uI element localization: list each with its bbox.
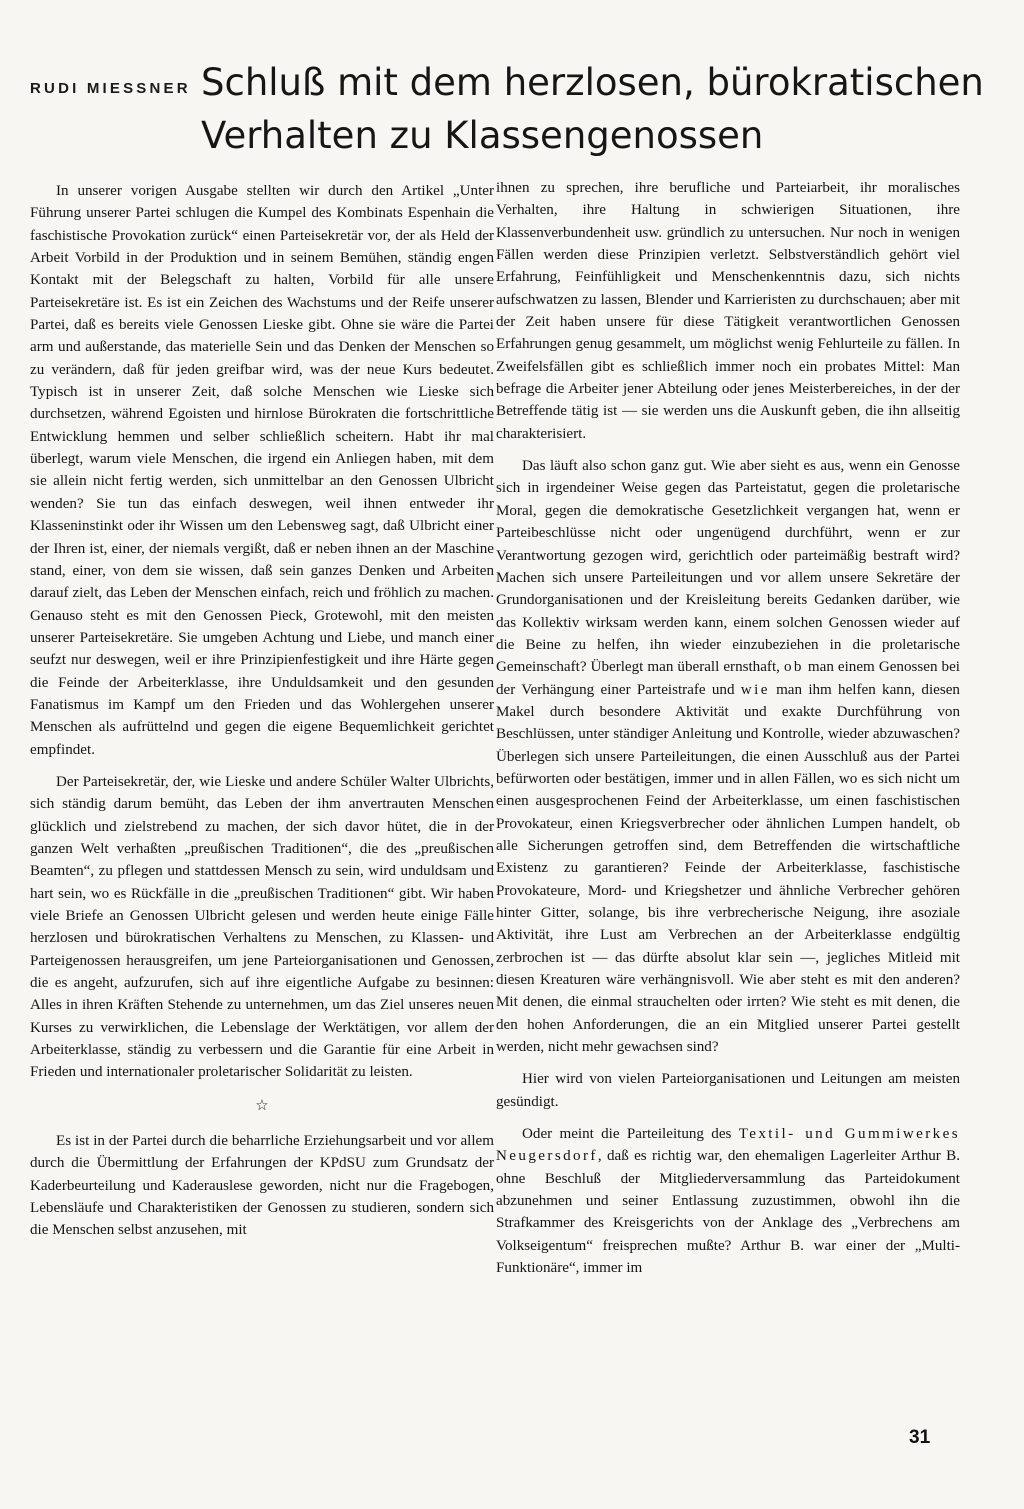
title-line-1: Schluß mit dem herzlosen, bürokratischen [201, 61, 984, 104]
paragraph: In unserer vorigen Ausgabe stellten wir durch den Artikel „Unter Führung unserer Partei schlugen die Kumpel des Kombinats Espenhain die faschistische Provokation zurück“ einen Parteisekretär vor, der als Held der Arbeit Vorbild in der Produktion und in seinem Bemühen, ständig engen Kontakt mit der Belegschaft zu halten, Vorbild für alle unsere Parteisekretäre ist. Es ist ein Zeichen des Wachstums und der Reife unserer Partei, daß es bereits viele Genossen Lieske gibt. Ohne sie wäre die Partei arm und außerstande, das materielle Sein und das Denken der Menschen so zu verändern, daß für jeden greifbar wird, was der neue Kurs bedeutet. Typisch ist in unserer Zeit, daß solche Menschen wie Lieske sich durchsetzen, während Egoisten und hirnlose Bürokraten die fortschrittliche Entwicklung hemmen und selber schließlich scheitern. Habt ihr mal überlegt, warum viele Menschen, die irgend ein Anliegen haben, mit dem sie allein nicht fertig werden, sich unmittelbar an den Genossen Ulbricht wenden? Sie tun das einfach deswegen, weil ihnen entweder ihr Klasseninstinkt oder ihr Wissen um den Lebensweg sagt, daß Ulbricht einer der Ihren ist, einer, der niemals vergißt, daß er neben ihnen an der Maschine stand, einer, von dem sie wissen, daß sein ganzes Denken und Arbeiten darauf zielt, das Leben der Menschen einfach, reich und fröhlich zu machen. Genauso steht es mit den Genossen Pieck, Grotewohl, mit den meisten unserer Parteisekretäre. Sie umgeben Achtung und Liebe, und manch einer seufzt nur deswegen, weil er ihre Prinzipienfestigkeit und ihre Härte gegen die Feinde der Arbeiterklasse, ihre Unduldsamkeit und den gesunden Fanatismus im Kampf um den Frieden und das Wohlergehen unserer Menschen als aufrüttelnd und gegen die eigene Bequemlichkeit gerichtet empfindet. [30, 183, 494, 758]
text-run: man ihm helfen kann, diesen Makel durch besondere Aktivität und exakte Durchführung von Beschlüssen, unter ständiger Anleitung und Kontrolle, wieder abzuwaschen? Überlegen sich unsere Parteileitungen, die einen Ausschluß aus der Partei befürworten oder bestätigen, immer und in allen Fällen, wo es sich nicht um einen ausgesprochenen Feind der Arbeiterklasse, um einen faschistischen Provokateur, einen Kriegsverbrecher oder ähnlichen Lumpen handelt, ob alle Sicherungen getroffen sind, dem Betreffenden die wirtschaftliche Existenz zu garantieren? Feinde der Arbeiterklasse, faschistische Provokateure, Mord- und Kriegshetzer und ähnliche Verbrecher gehören hinter Gitter, solange, bis ihre verbrecherische Neigung, ihre asoziale Aktivität, ihre Lust am Verbrechen an der Arbeiterklasse endgültig zerbrochen ist — das dürfte absolut klar sein —, jegliches Mitleid mit diesen Kreaturen wäre verhängnisvoll. Wie aber steht es mit den anderen? Mit denen, die einmal strauchelten oder irrten? Wie steht es mit denen, die den hohen Anforderungen, die an ein Mitglied unserer Partei gestellt werden, nicht mehr gewachsen sind? [496, 681, 960, 1056]
paragraph [496, 455, 960, 1058]
company-name-spaced: Textil- und Gummiwerkes Neugersdorf [496, 1126, 960, 1165]
paragraph [496, 1123, 960, 1279]
paragraph: Hier wird von vielen Parteiorganisationen und Leitungen am meisten gesündigt. [496, 1071, 960, 1110]
text-run: Das läuft also schon ganz gut. Wie aber sieht es aus, wenn ein Genosse sich in irgendeiner Weise gegen das Parteistatut, gegen die proletarische Moral, gegen die demokratische Gesetzlichkeit vergangen hat, wenn er Parteibeschlüsse nicht oder ungenügend durchführt, wenn er zur Verantwortung gezogen wird, gerichtlich oder parteimäßig bestraft wird? Machen sich unsere Parteileitungen und vor allem unsere Sekretäre der Grundorganisationen und der Kreisleitung bereits Gedanken darüber, wie das Kollektiv wirksam werden kann, einem solchen Genossen wieder auf die Beine zu helfen, ihn wieder einzubeziehen in die proletarische Gemeinschaft? Überlegt man überall ernsthaft, [496, 458, 960, 676]
section-separator-star: ☆ [255, 1095, 269, 1114]
article-title [201, 56, 1001, 162]
text-run: man einem Genossen bei der Verhängung einer Parteistrafe und [496, 659, 960, 698]
spaced-word: ob [783, 659, 804, 676]
page-number: 31 [909, 1427, 931, 1448]
text-run: Oder meint die Parteileitung des [522, 1126, 732, 1143]
spaced-word: wie [740, 681, 770, 698]
author-name: RUDI MIESSNER [30, 80, 191, 97]
title-line-2: Verhalten zu Klassengenossen [201, 114, 764, 157]
paragraph-continued: ihnen zu sprechen, ihre berufliche und Parteiarbeit, ihr moralisches Verhalten, ihre Haltung in schwierigen Situationen, ihre Klassenverbundenheit usw. gründlich zu untersuchen. Nur noch in wenigen Fällen werden diese Prinzipien verletzt. Selbstverständlich gehört viel Erfahrung, Feinfühligkeit und Menschenkenntnis dazu, sich nichts aufschwatzen zu lassen, Blender und Karrieristen zu durchschauen; aber mit der Zeit haben unsere für diese Tätigkeit verantwortlichen Genossen Erfahrungen genug gesammelt, um möglichst wenig Fehlurteile zu fällen. In Zweifelsfällen gibt es schließlich immer noch ein probates Mittel: Man befrage die Arbeiter jener Abteilung oder jenes Meisterbereiches, in der der Betreffende tätig ist — sie werden uns die Auskunft geben, die ihn allseitig charakterisiert. [496, 180, 960, 442]
paragraph: Es ist in der Partei durch die beharrliche Erziehungsarbeit und vor allem durch die Übermittlung der Erfahrungen der KPdSU zum Grundsatz der Kaderbeurteilung und Kaderauslese geworden, nicht nur die Fragebogen, Lebensläufe und Charakteristiken der Genossen zu studieren, sondern sich die Menschen selbst anzusehen, mit [30, 1133, 494, 1239]
left-column [30, 180, 494, 1252]
text-run: , daß es richtig war, den ehemaligen Lagerleiter Arthur B. ohne Beschluß der Mitgliederversammlung das Parteidokument abzunehmen und seiner Entlassung zuzustimmen, obwohl ihn die Strafkammer des Kreisgerichts von der Anklage des „Verbrechens am Volkseigentum“ freisprechen mußte? Arthur B. war einer der „Multi-Funktionäre“, immer im [496, 1148, 960, 1277]
right-column [496, 177, 960, 1290]
paragraph: Der Parteisekretär, der, wie Lieske und andere Schüler Walter Ulbrichts, sich ständig darum bemüht, das Leben der ihm anvertrauten Menschen glücklich und zielstrebend zu machen, der sich davor hütet, die in der ganzen Welt verhaßten „preußischen Traditionen“, die des „preußischen Beamten“, zu pflegen und stattdessen Mensch zu sein, wird unduldsam und hart sein, wo es Rückfälle in die „preußischen Traditionen“ gibt. Wir haben viele Briefe an Genossen Ulbricht gelesen und werden heute einige Fälle herzlosen und bürokratischen Verhaltens zu Menschen, zu Klassen- und Parteigenossen herausgreifen, um jene Parteiorganisationen und Genossen, die es angeht, aufzurufen, sich auf ihre eigentliche Aufgabe zu besinnen: Alles in ihren Kräften Stehende zu unternehmen, um das Ziel unseres neuen Kurses zu verwirklichen, die Lebenslage der Werktätigen, vor allem der Arbeiterklasse, ständig zu verbessern und die Garantie für eine Arbeit in Frieden und internationaler proletarischer Solidarität zu leisten. [30, 773, 494, 1081]
